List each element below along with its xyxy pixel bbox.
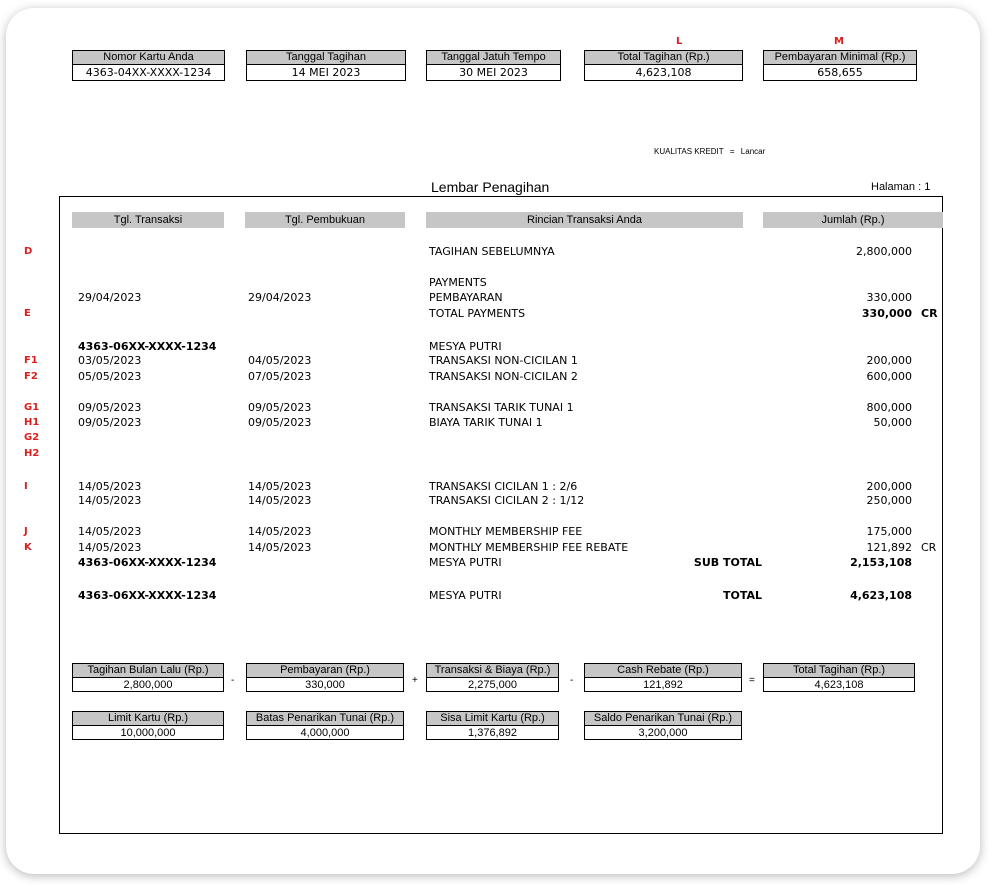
table-row [0, 416, 989, 429]
posting-date: 04/05/2023 [248, 354, 312, 367]
transaction-description: BIAYA TARIK TUNAI 1 [429, 416, 543, 429]
credit-quality-label: KUALITAS KREDIT [654, 147, 724, 156]
transaction-amount: 4,623,108 [850, 589, 912, 602]
credit-quality-value: Lancar [740, 147, 766, 156]
transaction-date: 09/05/2023 [78, 416, 142, 429]
transaction-date: 03/05/2023 [78, 354, 142, 367]
transaction-date: 4363-06XX-XXXX-1234 [78, 340, 217, 353]
card-number-box [72, 50, 225, 81]
transaction-date: 4363-06XX-XXXX-1234 [78, 556, 217, 569]
transaction-date: 05/05/2023 [78, 370, 142, 383]
posting-date: 14/05/2023 [248, 494, 312, 507]
posting-date: 29/04/2023 [248, 291, 312, 304]
subtotal-label: SUB TOTAL [693, 556, 762, 569]
transaction-description: PEMBAYARAN [429, 291, 503, 304]
transaction-description: PAYMENTS [429, 276, 487, 289]
plus-op: + [412, 675, 418, 686]
transaction-amount: 2,800,000 [856, 245, 912, 258]
credit-quality-sep: = [729, 147, 735, 156]
posting-date: 07/05/2023 [248, 370, 312, 383]
transaction-amount: 200,000 [866, 480, 912, 493]
bill-date-value: 14 MEI 2023 [291, 66, 361, 79]
subtotal-label: TOTAL [722, 589, 762, 602]
card-limit-value: 10,000,000 [120, 727, 176, 739]
col-description: Rincian Transaksi Anda [426, 212, 743, 228]
transaction-description: MESYA PUTRI [429, 556, 502, 569]
transaction-amount: 200,000 [866, 354, 912, 367]
row-marker: H1 [24, 417, 40, 428]
posting-date: 14/05/2023 [248, 525, 312, 538]
transaction-date: 14/05/2023 [78, 541, 142, 554]
row-marker: F1 [24, 355, 38, 366]
col-amount: Jumlah (Rp.) [763, 212, 943, 228]
cash-rebate-value: 121,892 [643, 679, 683, 691]
row-marker: G1 [24, 402, 40, 413]
transaction-amount: 2,153,108 [850, 556, 912, 569]
transaction-amount: 800,000 [866, 401, 912, 414]
table-row [0, 589, 989, 602]
due-date-label: Tanggal Jatuh Tempo [427, 51, 560, 65]
transaction-date: 14/05/2023 [78, 525, 142, 538]
transaction-description: TRANSAKSI CICILAN 1 : 2/6 [429, 480, 578, 493]
minus-op-1: - [231, 675, 235, 686]
table-row [0, 370, 989, 383]
posting-date: 09/05/2023 [248, 401, 312, 414]
row-marker: G2 [24, 432, 40, 443]
table-row [0, 447, 989, 460]
col-posting-date: Tgl. Pembukuan [245, 212, 405, 228]
table-row [0, 431, 989, 444]
transaction-date: 09/05/2023 [78, 401, 142, 414]
card-limit-label: Limit Kartu (Rp.) [73, 712, 223, 726]
table-row [0, 494, 989, 507]
remaining-limit-value: 1,376,892 [468, 727, 517, 739]
transaction-amount: 330,000 [866, 291, 912, 304]
remaining-limit-box [426, 711, 559, 740]
transaction-description: MONTHLY MEMBERSHIP FEE REBATE [429, 541, 629, 554]
marker-l: L [676, 36, 683, 47]
table-row [0, 291, 989, 304]
summary-total-label: Total Tagihan (Rp.) [764, 664, 914, 678]
transaction-description: TRANSAKSI CICILAN 2 : 1/12 [429, 494, 585, 507]
transaction-description: TRANSAKSI NON-CICILAN 2 [429, 370, 578, 383]
transactions-value: 2,275,000 [468, 679, 517, 691]
total-bill-value: 4,623,108 [635, 66, 692, 79]
table-row [0, 340, 989, 353]
transaction-amount: 250,000 [866, 494, 912, 507]
posting-date: 09/05/2023 [248, 416, 312, 429]
bill-date-label: Tanggal Tagihan [247, 51, 405, 65]
summary-total-value: 4,623,108 [814, 679, 864, 691]
transaction-date: 14/05/2023 [78, 494, 142, 507]
cash-balance-box [584, 711, 742, 740]
credit-flag: CR [921, 541, 937, 554]
transaction-description: MESYA PUTRI [429, 589, 502, 602]
row-marker: J [24, 526, 28, 537]
table-row [0, 401, 989, 414]
transaction-description: MONTHLY MEMBERSHIP FEE [429, 525, 583, 538]
posting-date: 14/05/2023 [248, 480, 312, 493]
credit-quality [654, 147, 769, 156]
remaining-limit-label: Sisa Limit Kartu (Rp.) [427, 712, 558, 726]
transaction-amount: 50,000 [873, 416, 912, 429]
cash-rebate-box [584, 663, 742, 692]
due-date-box [426, 50, 561, 81]
table-row [0, 541, 989, 554]
page-title: Lembar Penagihan [431, 179, 550, 195]
row-marker: H2 [24, 448, 40, 459]
min-payment-box [763, 50, 917, 81]
card-number-value: 4363-04XX-XXXX-1234 [85, 66, 212, 79]
card-number-label: Nomor Kartu Anda [73, 51, 224, 65]
table-row [0, 245, 989, 258]
min-payment-label: Pembayaran Minimal (Rp.) [764, 51, 916, 65]
cash-limit-label: Batas Penarikan Tunai (Rp.) [247, 712, 403, 726]
transaction-date: 4363-06XX-XXXX-1234 [78, 589, 217, 602]
transaction-description: TRANSAKSI TARIK TUNAI 1 [429, 401, 574, 414]
table-row [0, 276, 989, 289]
transaction-description: TAGIHAN SEBELUMNYA [429, 245, 555, 258]
payment-value: 330,000 [305, 679, 345, 691]
table-row [0, 525, 989, 538]
cash-rebate-label: Cash Rebate (Rp.) [585, 664, 741, 678]
total-bill-label: Total Tagihan (Rp.) [585, 51, 742, 65]
marker-m: M [834, 36, 844, 47]
summary-total-box [763, 663, 915, 692]
row-marker: K [24, 542, 32, 553]
row-marker: F2 [24, 371, 38, 382]
transaction-amount: 600,000 [866, 370, 912, 383]
cash-limit-value: 4,000,000 [300, 727, 350, 739]
transaction-amount: 330,000 [861, 307, 912, 320]
payment-box [246, 663, 404, 692]
transactions-label: Transaksi & Biaya (Rp.) [427, 664, 558, 678]
posting-date: 14/05/2023 [248, 541, 312, 554]
transactions-box [426, 663, 559, 692]
credit-flag: CR [921, 307, 938, 320]
transaction-amount: 175,000 [866, 525, 912, 538]
transaction-amount: 121,892 [866, 541, 912, 554]
row-marker: I [24, 481, 28, 492]
prev-bill-box [72, 663, 224, 692]
due-date-value: 30 MEI 2023 [459, 66, 528, 79]
cash-balance-value: 3,200,000 [638, 727, 688, 739]
cash-limit-box [246, 711, 404, 740]
transaction-date: 29/04/2023 [78, 291, 142, 304]
bill-date-box [246, 50, 406, 81]
transaction-description: TOTAL PAYMENTS [429, 307, 526, 320]
transaction-description: MESYA PUTRI [429, 340, 502, 353]
page-number: Halaman : 1 [871, 181, 931, 193]
payment-label: Pembayaran (Rp.) [247, 664, 403, 678]
card-limit-box [72, 711, 224, 740]
table-row [0, 480, 989, 493]
row-marker: D [24, 246, 33, 257]
transaction-date: 14/05/2023 [78, 480, 142, 493]
prev-bill-value: 2,800,000 [123, 679, 173, 691]
row-marker: E [24, 308, 31, 319]
table-row [0, 556, 989, 569]
total-bill-box [584, 50, 743, 81]
cash-balance-label: Saldo Penarikan Tunai (Rp.) [585, 712, 741, 726]
transaction-description: TRANSAKSI NON-CICILAN 1 [429, 354, 578, 367]
table-row [0, 354, 989, 367]
equals-op: = [749, 675, 755, 686]
min-payment-value: 658,655 [817, 66, 863, 79]
prev-bill-label: Tagihan Bulan Lalu (Rp.) [73, 664, 223, 678]
table-row [0, 307, 989, 320]
minus-op-2: - [570, 675, 574, 686]
col-transaction-date: Tgl. Transaksi [72, 212, 224, 228]
